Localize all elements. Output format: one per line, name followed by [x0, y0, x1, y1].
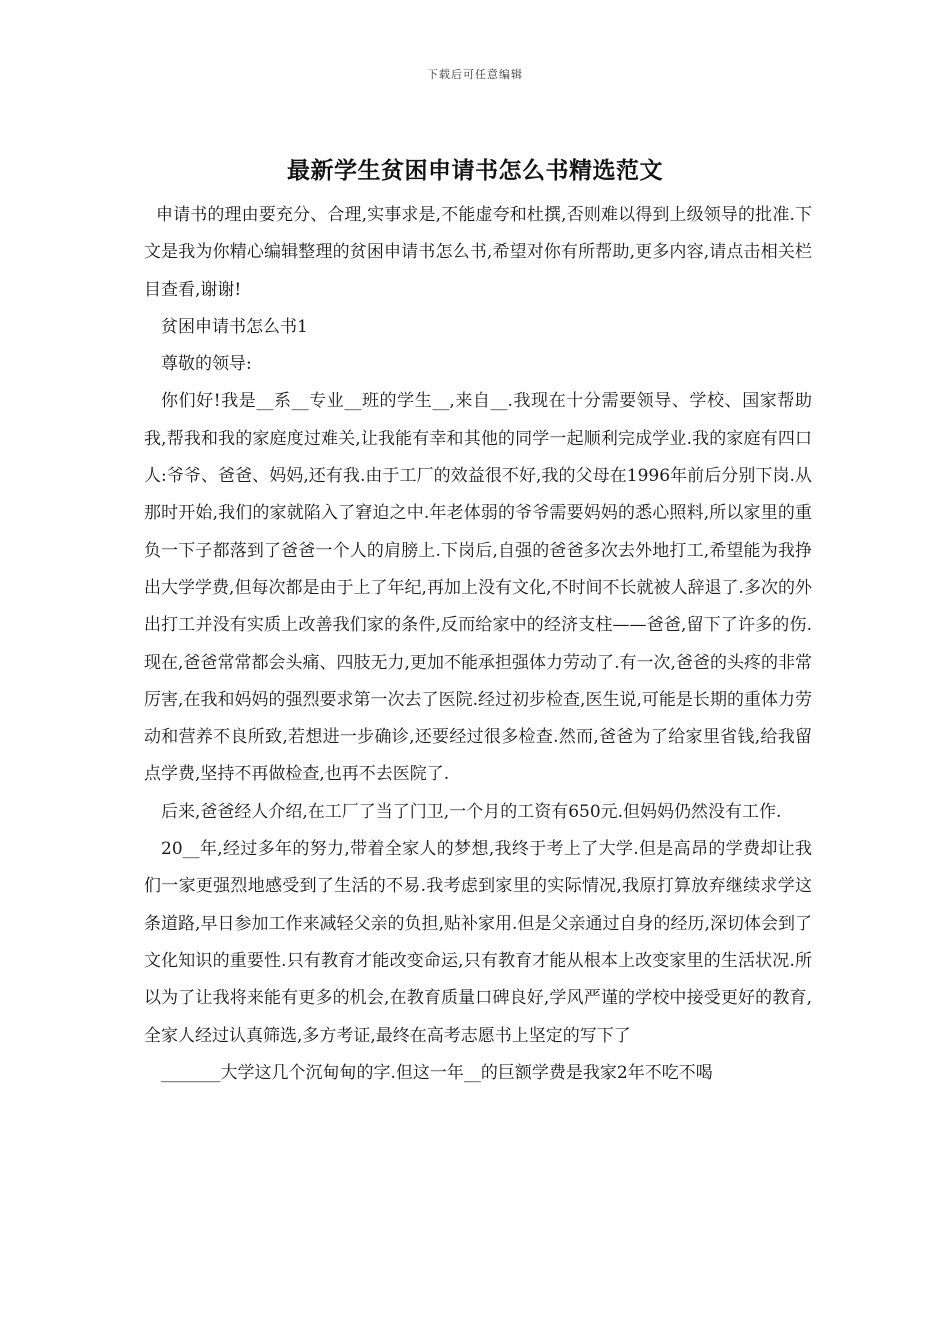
body-paragraph: 你们好!我是__系__专业__班的学生__,来自__.我现在十分需要领导、学校、国家帮助我,帮我和我的家庭度过难关,让我能有幸和其他的同学一起顺利完成学业.我的家庭有四口人:爷爷、爸爸、妈妈,还有我.由于工厂的效益很不好,我的父母在1996年前后分别下岗.从那时开始,我们的家就陷入了窘迫之中.年老体弱的爷爷需要妈妈的悉心照料,所以家里的重负一下子都落到了爸爸一个人的肩膀上.下岗后,自强的爸爸多次去外地打工,希望能为我挣出大学学费,但每次都是由于上了年纪,再加上没有文化,不时间不长就被人辞退了.多次的外出打工并没有实质上改善我们家的条件,反而给家中的经济支柱——爸爸,留下了许多的伤.现在,爸爸常常都会头痛、四肢无力,更加不能承担强体力劳动了.有一次,爸爸的头疼的非常厉害,在我和妈妈的强烈要求第一次去了医院.经过初步检查,医生说,可能是长期的重体力劳动和营养不良所致,若想进一步确诊,还要经过很多检查.然而,爸爸为了给家里省钱,给我留点学费,坚持不再做检查,也再不去医院了.	[144, 391, 812, 785]
intro-paragraph: 申请书的理由要充分、合理,实事求是,不能虚夸和杜撰,否则难以得到上级领导的批准.下文是我为你精心编辑整理的贫困申请书怎么书,希望对你有所帮助,更多内容,请点击相关栏目查看,谢谢!	[144, 205, 812, 300]
document-body	[144, 197, 812, 1092]
body-paragraph: 20__年,经过多年的努力,带着全家人的梦想,我终于考上了大学.但是高昂的学费却让我们一家更强烈地感受到了生活的不易.我考虑到家里的实际情况,我原打算放弃继续求学这条道路,早日参加工作来减轻父亲的负担,贴补家用.但是父亲通过自身的经历,深切体会到了文化知识的重要性.只有教育才能改变命运,只有教育才能从根本上改变家里的生活状况.所以为了让我将来能有更多的机会,在教育质量口碑良好,学风严谨的学校中接受更好的教育,全家人经过认真筛选,多方考证,最终在高考志愿书上坚定的写下了	[144, 839, 812, 1046]
document-title: 最新学生贫困申请书怎么书精选范文	[287, 157, 663, 184]
body-paragraph: 后来,爸爸经人介绍,在工厂了当了门卫,一个月的工资有650元.但妈妈仍然没有工作.	[161, 801, 782, 822]
body-paragraph: _______大学这几个沉甸甸的字.但这一年__的巨额学费是我家2年不吃不喝	[161, 1062, 713, 1083]
salutation: 尊敬的领导:	[161, 354, 252, 375]
section-heading: 贫困申请书怎么书1	[161, 316, 308, 337]
header-note: 下载后可任意编辑	[427, 68, 523, 81]
